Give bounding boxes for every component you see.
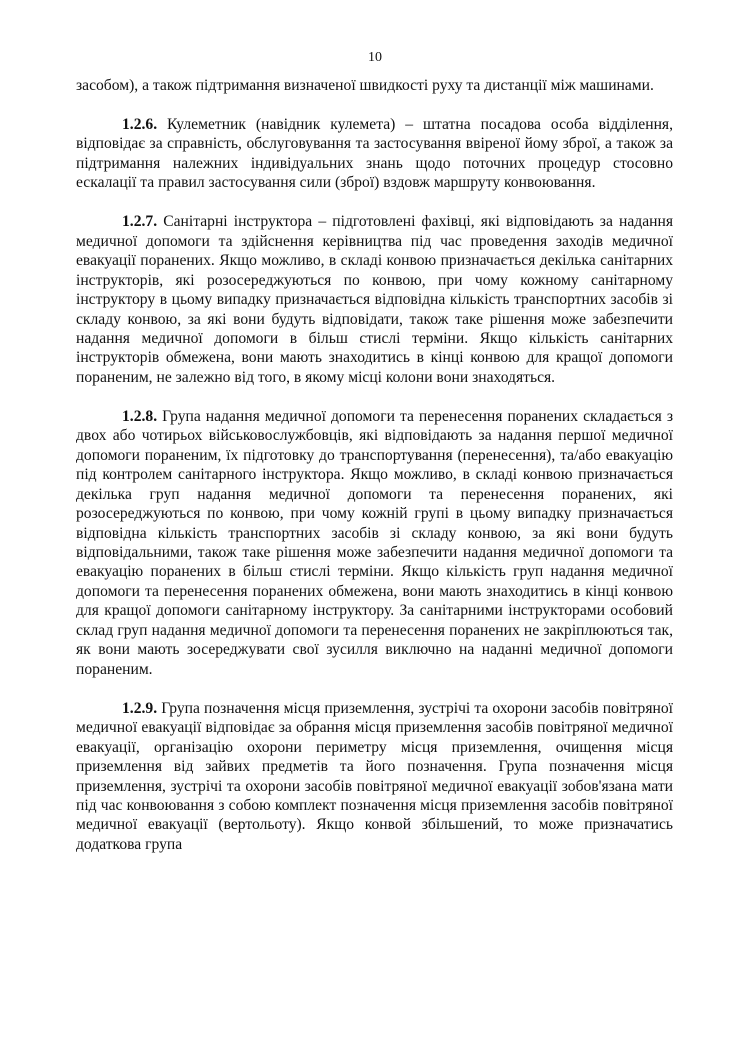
page-number: 10 (368, 50, 382, 65)
paragraph-1-2-9 (76, 699, 673, 855)
section-number: 1.2.8. (122, 407, 158, 425)
paragraph-text: Санітарні інструктора – підготовлені фахівці, які відповідають за надання медичної допомоги та здійснення керівництва під час проведення заходів медичної евакуації поранених. Якщо можливо, в складі конвою призначається декілька санітарних інструкторів, які розосереджуються по конвою, при чому кожному санітарному інструктору в цьому випадку призначається відповідна кількість транспортних засобів зі складу конвою, за які вони будуть відповідати, також таке рішення може забезпечити надання медичної допомоги в більш стислі терміни. Якщо кількість санітарних інструкторів обмежена, вони мають знаходитись в кінці конвою для кращої допомоги пораненим, не залежно від того, в якому місці колони вони знаходяться. (76, 213, 673, 386)
section-number: 1.2.9. (122, 699, 158, 717)
paragraph-1-2-7 (76, 212, 673, 387)
paragraph-text: Група позначення місця приземлення, зустрічі та охорони засобів повітряної медичної евакуації відповідає за обрання місця приземлення засобів повітряної медичної евакуації, організацію охорони периметру місця приземлення, очищення місця приземлення від зайвих предметів та його позначення. Група позначення місця приземлення, зустрічі та охорони засобів повітряної медичної евакуації зобов'язана мати під час конвоювання з собою комплект позначення місця приземлення засобів повітряної медичної евакуації (вертольоту). Якщо конвой збільшений, то може призначатись додаткова група (76, 699, 673, 853)
paragraph-text: засобом), а також підтримання визначеної швидкості руху та дистанції між машинами. (76, 77, 654, 94)
paragraph-1-2-6 (76, 115, 673, 193)
paragraph-text: Кулеметник (навідник кулемета) – штатна посадова особа відділення, відповідає за справність, обслуговування та застосування ввіреної йому зброї, а також за підтримання належних індивідуальних знань щодо поточних процедур стосовно ескалації та правил застосування сили (зброї) вздовж маршруту конвоювання. (76, 115, 673, 192)
paragraph-1-2-8 (76, 407, 673, 679)
section-number: 1.2.6. (122, 115, 158, 133)
section-number: 1.2.7. (122, 213, 158, 231)
paragraph-text: Група надання медичної допомоги та перенесення поранених складається з двох або чотирьох військовослужбовців, які відповідають за надання першої медичної допомоги пораненим, їх підготовку до транспортування (перенесення), та/або евакуацію під контролем санітарного інструктора. Якщо можливо, в складі конвою призначається декілька груп надання медичної допомоги та перенесення поранених, які розосереджуються по конвою, при чому кожній групі в цьому випадку призначається відповідна кількість транспортних засобів зі складу конвою, за які вони будуть відповідальними, також таке рішення може забезпечити надання медичної допомоги та евакуацію поранених в більш стислі терміни. Якщо кількість груп надання медичної допомоги та перенесення поранених обмежена, вони мають знаходитись в кінці конвою для кращої допомоги санітарному інструктору. За санітарними інструкторами особовий склад груп надання медичної допомоги та перенесення поранених не закріплюються так, як вони мають зосереджувати свої зусилля виключно на наданні медичної допомоги пораненим. (76, 407, 673, 678)
document-body (76, 76, 673, 854)
paragraph-continuation (76, 76, 673, 95)
